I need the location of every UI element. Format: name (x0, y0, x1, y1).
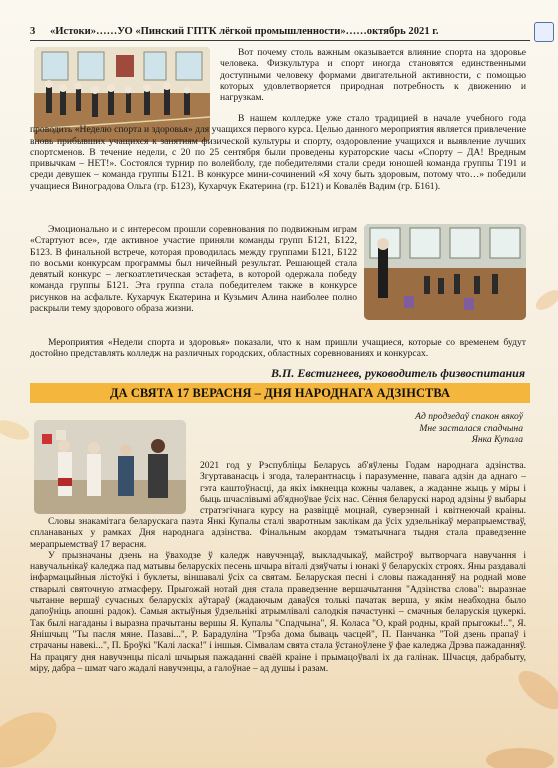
article1-paragraph-2: В нашем колледже уже стало традицией в начале учебного года проводить «Неделю спорта и здоровья» для учащихся первого курса. Целью данного мероприятия является привлечение вновь прибывших учащихся к занятиям физической культуры и спорту, оздоровление учащихся и выявление лучших спортсменов. В течение недели, с 20 по 25 сентября были проведены кураторские часы «Спорту – ДА! Вредным привычкам – НЕТ!». Состоялся турнир по волейболу, где победителями стали среди юношей команда группы Т191 и среди девушек – команда группы Б121. В конкурсе мини-сочинений «Я хочу быть здоровым, потому что…» победили учащиеся Виноградова Ольга (гр. Б123), Кухарчук Екатерина (гр. Б121) и Ковалёв Вадим (гр. Б161). (30, 113, 526, 192)
article1-games (30, 224, 357, 336)
college-logo-icon (534, 22, 554, 42)
article1-paragraph-4: Мероприятия «Недели спорта и здоровья» показали, что к нам пришли учащиеся, которые со временем будут достойно представлять колледж на различных городских, областных соревнованиях и конкурсах. (30, 337, 526, 360)
article2-paragraph-2: Словы знакамітага беларускага паэта Янкі Купалы сталі зваротным заклікам да ўсіх удзельнікаў мерапрыемстваў, спланаваных у рамках Дня народнага адзінства. Фінальным акордам тэматычнага тыдня стала праведзенне мерапрыемстваў 17 верасня. (30, 516, 526, 550)
competition-photo-image (364, 224, 526, 320)
article2-paragraph-3: У прызначаны дзень на ўваходзе ў каледж навучэнцаў, выкладчыкаў, майстроў вытворчага навучання і навучальнікаў каледжа пад матывы беларускіх песень шчыра віталі дзяўчаты і юнакі ў беларускіх строях. Яны раздавалі інфармацыйныя лістоўкі і буклеты, віншавалі ўсіх са святам. Беларуская песні і словы пажаданняў на роднай мове стварылі святочную атмасферу. Прыгожай нотай дня стала праведзенне вершачытання "Адзінства слова": выразнае чытанне вершаў сучасных беларускіх аўтараў (жадаючым даваўся толькі пачатак верша, у якім неабходна было дапоўніць апошні радок). Самыя актыўныя ўдзельнікі атрымлівалі салодкія пачастункі – смачныя беларускія цукеркі. Так былі нагаданы і выразна прачытаны вершы Я. Купалы "Спадчына", Я. Коласа "О, край родны, край прыгожы!..", Я. Янішчыц "Ты пасля мяне. Пазаві...", Р. Барадуліна "Трэба дома бываць часцей", П. Панчанка "Той дзень прапаў і страчаны навекі...", П. Броўкі "Калі ласка!" і іншыя. Сімвалам свята стала ўстаноўлене ў фае каледжа Дрэва пажаданняў. На працягу дня навучэнцы пісалі шчырыя пажаданні сваёй краіне і прымацоўвалі іх да галінак. Шчасця, дабрабыту, міру, дабра – шмат чаго жадалі навучэнцы, а галоўнае – ад душы і разам. (30, 549, 526, 674)
page-number: 3 (30, 26, 36, 37)
page-header (30, 24, 530, 41)
article2-body (30, 516, 526, 756)
unity-day-photo (34, 420, 186, 514)
article1-paragraph-3: Эмоционально и с интересом прошли соревнования по подвижным играм «Стартуют все», где активное участие приняли команды групп Б121, Б122, Б123. В финальной встрече, которая проводилась между группами Б121, Б122 по восьми конкурсам программы был ничейный результат. Решающей стала девятый конкурс – легкоатлетическая эстафета, в которой одержала победу команда группы Б121. Эта группа стала победителем также в конкурсе рисунков на асфальте. Кухарчук Екатерина и Кузьмич Алина наиболее полно раскрыли тему здорового образа жизни. (30, 224, 357, 315)
epigraph-line-1: Ад продзедаў спакон вякоў (415, 411, 523, 422)
article2-body-top (200, 460, 526, 516)
article1-signature: В.П. Евстигнеев, руководитель физвоспитания (271, 366, 525, 380)
newspaper-title: «Истоки»……УО «Пинский ГПТК лёгкой промышленности»……октябрь 2021 г. (49, 26, 439, 37)
article2-epigraph (330, 411, 523, 446)
article1-paragraph-1: Вот почему столь важным оказывается влияние спорта на здоровье человека. Физкультура и спорт иногда становятся единственными доступными человеку формами двигательной активности, с помощью которых удовлетворяется природная потребность к движению и нагрузкам. (220, 47, 526, 104)
epigraph-author: Янка Купала (471, 434, 523, 445)
article1-intro (220, 47, 526, 113)
sports-competition-photo (364, 224, 526, 320)
article1-conclusion (30, 337, 526, 361)
article1-body (30, 113, 526, 221)
epigraph-line-2: Мне засталася спадчына (419, 422, 523, 434)
article2-paragraph-1: 2021 год у Рэспубліцы Беларусь аб'яўлены Годам народнага адзінства. Згуртаванасць і згода, талерантнасць і паразуменне, павага адзін да аднаго – гэта каштоўнасці, да якіх імкнецца кожны чалавек, а жаданне жыць у міры і быць шчаслівымі аб'ядноўвае ўсіх нас. Сёння беларускі народ адзіны ў выбары стратэгічнага курсу на развіццё моцнай, суверэннай і квітнеючай краіны. (200, 460, 526, 516)
festival-photo-image (34, 420, 186, 514)
article2-title-banner: ДА СВЯТА 17 ВЕРАСНЯ – ДНЯ НАРОДНАГА АДЗІНСТВА (30, 383, 530, 403)
